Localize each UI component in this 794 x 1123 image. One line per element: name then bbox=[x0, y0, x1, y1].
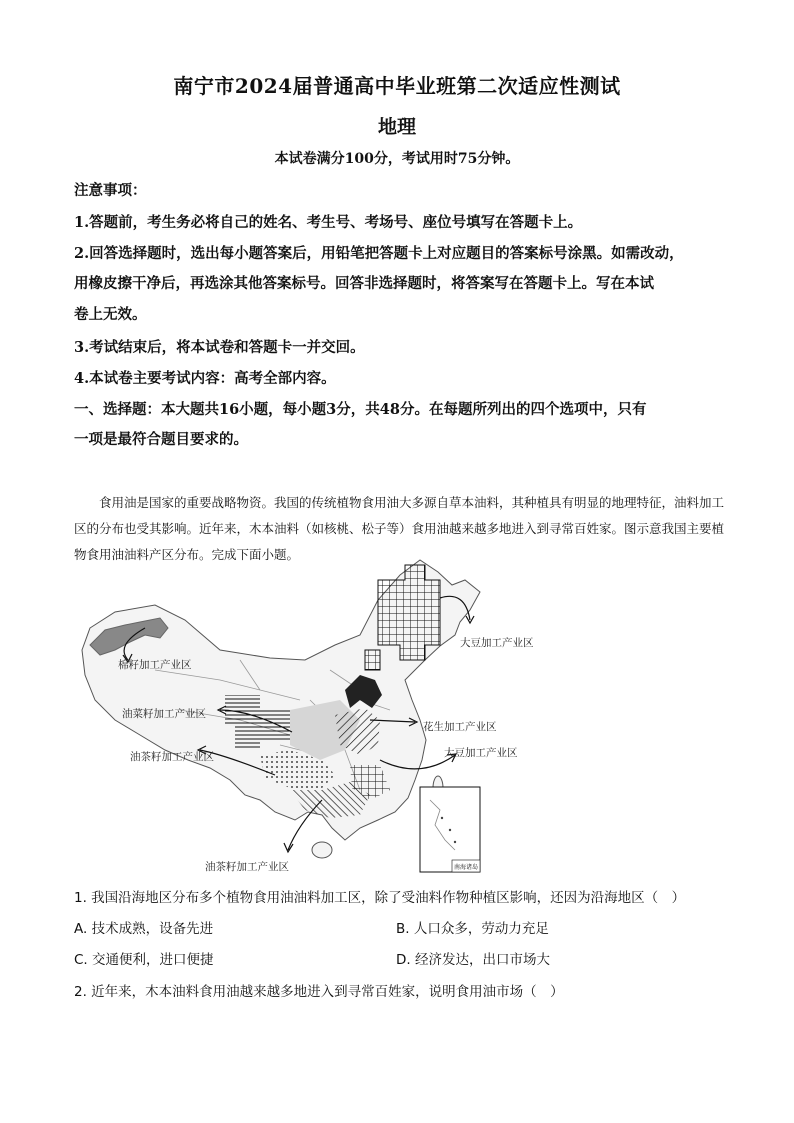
score-note: 本试卷满分100分，考试用时75分钟。 bbox=[274, 151, 520, 167]
label-cotton: 棉籽加工产业区 bbox=[118, 659, 192, 671]
subject-title: 地理 bbox=[377, 116, 416, 138]
exam-title: 南宁市2024届普通高中毕业班第二次适应性测试 bbox=[173, 74, 621, 98]
label-camellia-west: 油茶籽加工产业区 bbox=[130, 751, 214, 763]
notice-item: 4.本试卷主要考试内容：高考全部内容。 bbox=[74, 370, 336, 387]
intro-paragraph: 食用油是国家的重要战略物资。我国的传统植物食用油大多源自草本油料，其种植具有明显的地理特征，油料加工区的分布也受其影响。近年来，木本油料（如核桃、松子等）食用油越来越多地进入到寻常百姓家。图示意我国主要植物食用油油料产区分布。完成下面小题。 bbox=[74, 495, 725, 562]
notice-item: 1.答题前，考生务必将自己的姓名、考生号、考场号、座位号填写在答题卡上。 bbox=[74, 214, 583, 231]
question-1-option-a[interactable]: A. 技术成熟，设备先进 bbox=[74, 921, 214, 937]
label-soybean-east: 大豆加工产业区 bbox=[444, 747, 518, 759]
notice-heading: 注意事项： bbox=[74, 182, 147, 199]
notice-item: 2.回答选择题时，选出每小题答案后，用铅笔把答题卡上对应题目的答案标号涂黑。如需改动， bbox=[74, 245, 684, 262]
inset-label: 南海诸岛 bbox=[454, 864, 479, 871]
section-heading-cont: 一项是最符合题目要求的。 bbox=[74, 431, 248, 448]
notice-item: 用橡皮擦干净后，再选涂其他答案标号。回答非选择题时，将答案写在答题卡上。写在本试 bbox=[74, 275, 654, 292]
label-camellia-south: 油茶籽加工产业区 bbox=[205, 861, 289, 873]
question-1-option-d[interactable]: D. 经济发达，出口市场大 bbox=[396, 952, 550, 968]
label-rapeseed: 油菜籽加工产业区 bbox=[122, 708, 206, 720]
question-1-option-b[interactable]: B. 人口众多，劳动力充足 bbox=[396, 921, 549, 937]
label-peanut: 花生加工产业区 bbox=[423, 721, 497, 733]
question-1-stem: 1. 我国沿海地区分布多个植物食用油油料加工区，除了受油料作物种植区影响，还因为沿海地区（ ） bbox=[74, 890, 686, 906]
question-1-option-c[interactable]: C. 交通便利，进口便捷 bbox=[74, 952, 214, 968]
notice-item: 卷上无效。 bbox=[74, 306, 147, 323]
label-soybean-north: 大豆加工产业区 bbox=[460, 637, 534, 649]
notice-item: 3.考试结束后，将本试卷和答题卡一并交回。 bbox=[74, 339, 365, 356]
question-2-stem: 2. 近年来，木本油料食用油越来越多地进入到寻常百姓家，说明食用油市场（ ） bbox=[74, 984, 564, 1000]
china-oil-crop-map bbox=[60, 550, 620, 875]
section-heading: 一、选择题：本大题共16小题，每小题3分，共48分。在每题所列出的四个选项中，只有 bbox=[74, 401, 647, 418]
